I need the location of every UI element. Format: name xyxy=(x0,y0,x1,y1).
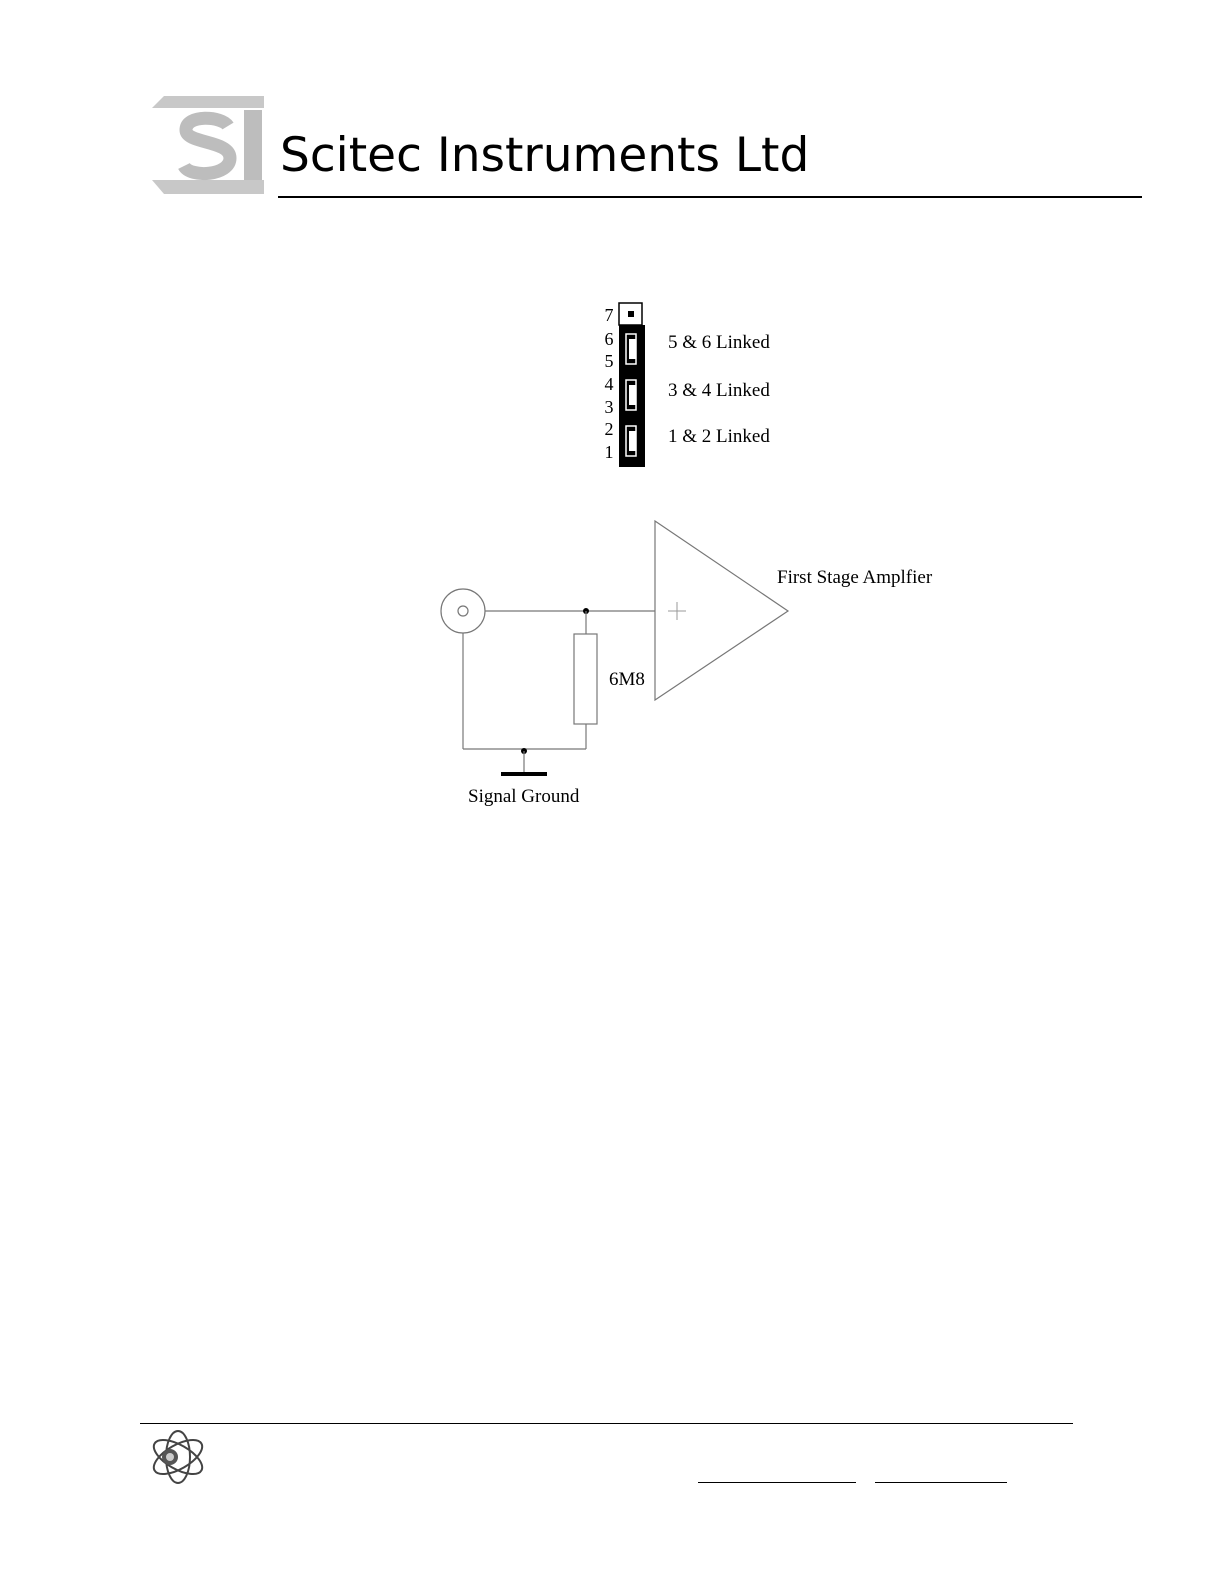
resistor-6m8 xyxy=(574,634,597,724)
atom-logo-icon xyxy=(148,1427,212,1487)
company-name: Scitec Instruments Ltd xyxy=(280,128,810,183)
link-label-3-4: 3 & 4 Linked xyxy=(668,380,770,401)
link-label-5-6: 5 & 6 Linked xyxy=(668,332,770,353)
pin-number-2: 2 xyxy=(604,419,614,439)
pin-number-3: 3 xyxy=(604,397,614,417)
ground-symbol xyxy=(501,772,547,776)
ground-label: Signal Ground xyxy=(468,786,580,807)
pin-number-7: 7 xyxy=(604,305,614,325)
pin-number-6: 6 xyxy=(604,329,614,349)
jumper-header xyxy=(618,302,646,468)
link-label-1-2: 1 & 2 Linked xyxy=(668,426,770,447)
footer-link-underline-1[interactable] xyxy=(698,1482,856,1483)
company-logo xyxy=(150,96,266,196)
footer-link-underline-2[interactable] xyxy=(875,1482,1007,1483)
bnc-connector xyxy=(441,589,485,633)
resistor-label: 6M8 xyxy=(609,669,645,690)
amplifier-label: First Stage Amplfier xyxy=(777,567,933,588)
pin-number-1: 1 xyxy=(604,442,614,462)
pin-number-5: 5 xyxy=(604,351,614,371)
footer-divider xyxy=(140,1423,1073,1424)
header-divider xyxy=(278,196,1142,198)
pin-number-4: 4 xyxy=(604,374,614,394)
circuit-schematic xyxy=(430,510,810,800)
